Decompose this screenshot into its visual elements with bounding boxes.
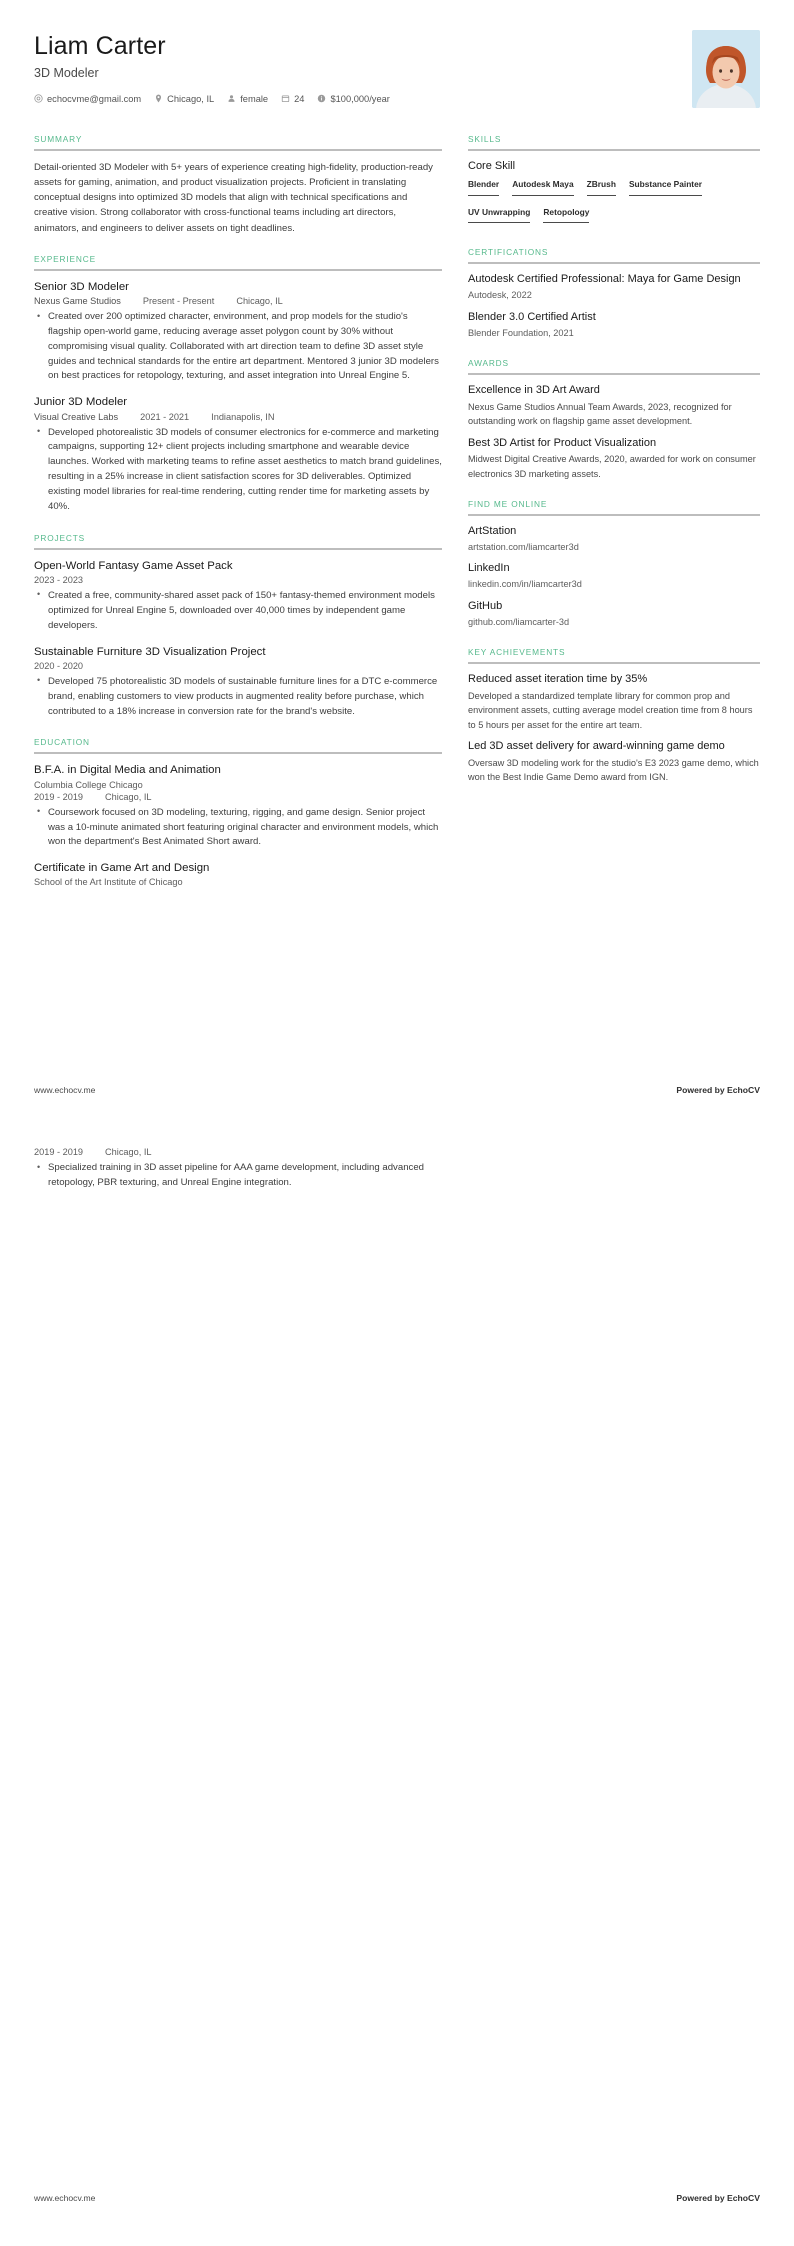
award-entry xyxy=(468,384,760,428)
skill-tag: Substance Painter xyxy=(629,178,702,196)
section-summary xyxy=(34,134,442,236)
education-entry xyxy=(34,861,442,887)
contact-location-value: Chicago, IL xyxy=(167,93,215,104)
skill-tag: UV Unwrapping xyxy=(468,206,530,224)
entry-description: Developed a standardized template library for common prop and environment assets, cutting average model creation time from 8 hours to 5 hours per asset for the entire art team. xyxy=(468,691,753,730)
entry-dates: 2021 - 2021 xyxy=(140,411,190,422)
entry-bullets xyxy=(34,1161,442,1191)
experience-entry xyxy=(34,280,442,385)
left-column xyxy=(34,134,442,905)
entry-location: Chicago, IL xyxy=(105,791,152,802)
section-skills xyxy=(468,134,760,229)
left-column-page2 xyxy=(34,1147,442,1193)
entry-dates: 2019 - 2019 xyxy=(34,1147,84,1157)
email-icon xyxy=(34,94,43,103)
page-2-footer xyxy=(34,2193,760,2203)
entry-title: GitHub xyxy=(468,599,503,612)
contact-salary xyxy=(317,94,389,104)
entry-school: School of the Art Institute of Chicago xyxy=(34,877,183,888)
entry-title: Sustainable Furniture 3D Visualization Project xyxy=(34,645,266,658)
project-entry xyxy=(34,559,442,634)
entry-title: Autodesk Certified Professional: Maya for Game Design xyxy=(468,273,741,286)
footer-powered-label: Powered by xyxy=(676,1085,728,1095)
certification-entry xyxy=(468,311,760,341)
section-divider xyxy=(468,262,760,264)
entry-title: Excellence in 3D Art Award xyxy=(468,384,600,397)
footer-brand-name: EchoCV xyxy=(727,2193,760,2203)
entry-title: Reduced asset iteration time by 35% xyxy=(468,673,648,686)
section-title-online: FIND ME ONLINE xyxy=(468,498,548,509)
skill-tag: Autodesk Maya xyxy=(512,178,573,196)
achievement-entry xyxy=(468,673,760,732)
section-divider xyxy=(34,752,442,754)
skill-group-label: Core Skill xyxy=(468,160,516,172)
job-role: 3D Modeler xyxy=(34,65,99,80)
resume-page-2 xyxy=(0,1123,794,2246)
section-divider xyxy=(34,149,442,151)
section-education xyxy=(34,737,442,887)
info-icon xyxy=(317,94,326,103)
section-title-certifications: CERTIFICATIONS xyxy=(468,247,549,258)
body-columns-page2 xyxy=(34,1147,760,1193)
section-title-awards: AWARDS xyxy=(468,358,509,369)
entry-title: LinkedIn xyxy=(468,562,510,575)
education-entry xyxy=(34,763,442,850)
entry-url[interactable]: artstation.com/liamcarter3d xyxy=(468,541,579,552)
section-divider xyxy=(34,548,442,550)
avatar xyxy=(692,30,760,108)
entry-title: Led 3D asset delivery for award-winning game demo xyxy=(468,739,725,752)
contact-location xyxy=(154,94,214,104)
skill-tag: Blender xyxy=(468,178,499,196)
header-left xyxy=(34,30,692,104)
contact-gender-value: female xyxy=(240,93,269,104)
calendar-icon xyxy=(281,94,290,103)
experience-entry xyxy=(34,395,442,514)
section-divider xyxy=(34,269,442,271)
page-title: Liam Carter xyxy=(34,32,166,60)
section-projects xyxy=(34,533,442,720)
entry-description: Oversaw 3D modeling work for the studio's E3 2023 game demo, which won the Best Indie Game Demo award from IGN. xyxy=(468,757,759,782)
entry-org: Nexus Game Studios xyxy=(34,296,121,307)
entry-title: Open-World Fantasy Game Asset Pack xyxy=(34,559,233,572)
footer-site[interactable]: www.echocv.me xyxy=(34,1085,96,1095)
summary-text: Detail-oriented 3D Modeler with 5+ years of experience creating high-fidelity, production-ready assets for gaming, animation, and product visualization projects. Proficient in translating conceptual designs into optimized 3D models that align with technical specifications and creative vision. Strong collaborator with cross-functional teams including art directors, animators, and engineers to deliver assets on tight deadlines. xyxy=(34,162,433,234)
section-divider xyxy=(468,662,760,664)
skill-tag: ZBrush xyxy=(587,178,616,196)
footer-site[interactable]: www.echocv.me xyxy=(34,2193,96,2203)
entry-title: ArtStation xyxy=(468,524,517,537)
footer-brand xyxy=(676,1085,760,1095)
education-entry-continued xyxy=(34,1147,442,1191)
entry-title: Junior 3D Modeler xyxy=(34,396,128,409)
entry-url[interactable]: github.com/liamcarter-3d xyxy=(468,616,570,627)
list-item: • Specialized training in 3D asset pipeline for AAA game development, including advanced retopology, PBR texturing, and Unreal Engine integration. xyxy=(46,1161,442,1191)
entry-location: Indianapolis, IN xyxy=(211,411,275,422)
section-title-summary: SUMMARY xyxy=(34,134,83,144)
entry-meta xyxy=(34,412,442,422)
resume-header xyxy=(34,30,760,108)
entry-bullets xyxy=(34,589,442,634)
online-profile-artstation[interactable] xyxy=(468,525,760,555)
list-item: • Developed 75 photorealistic 3D models of sustainable furniture lines for a DTC e-commerce brand, enabling customers to view products in augmented reality before purchase, which contributed to a 18% increase in conversion rate for the brand's website. xyxy=(46,675,442,720)
contact-age xyxy=(281,94,304,104)
section-find-me-online xyxy=(468,499,760,630)
section-title-skills: SKILLS xyxy=(468,134,502,144)
section-awards xyxy=(468,358,760,481)
contact-email xyxy=(34,94,141,104)
contact-email-value: echocvme@gmail.com xyxy=(47,93,142,104)
footer xyxy=(34,1085,760,1095)
page-1-footer xyxy=(34,1085,760,1095)
skill-tag: Retopology xyxy=(543,206,589,224)
list-item: • Created over 200 optimized character, environment, and prop models for the studio's flagship open-world game, reducing average asset polygon count by 30% without compromising visual quality. Collaborated with art direction team to define 3D asset style guides and technical standards for the entire art department. Mentored 3 junior 3D modelers on best practices for retopology, texturing, and asset integration into Unreal Engine 5. xyxy=(46,310,442,384)
contact-salary-value: $100,000/year xyxy=(330,93,390,104)
entry-org: Visual Creative Labs xyxy=(34,411,119,422)
footer-brand-name: EchoCV xyxy=(727,1085,760,1095)
section-experience xyxy=(34,254,442,515)
location-pin-icon xyxy=(154,94,163,103)
entry-meta xyxy=(34,1147,442,1157)
contact-row xyxy=(34,94,692,104)
entry-title: Best 3D Artist for Product Visualization xyxy=(468,436,657,449)
entry-dates: 2020 - 2020 xyxy=(34,660,84,671)
entry-description: Midwest Digital Creative Awards, 2020, awarded for work on consumer electronics 3D marketing assets. xyxy=(468,454,756,479)
online-profile-linkedin[interactable] xyxy=(468,562,760,592)
award-entry xyxy=(468,437,760,481)
entry-bullets xyxy=(34,675,442,720)
entry-title: Senior 3D Modeler xyxy=(34,280,129,293)
section-divider xyxy=(468,149,760,151)
contact-age-value: 24 xyxy=(294,93,305,104)
footer-brand xyxy=(676,2193,760,2203)
entry-meta xyxy=(34,296,442,306)
entry-title: B.F.A. in Digital Media and Animation xyxy=(34,764,221,777)
project-entry xyxy=(34,645,442,720)
entry-description: Nexus Game Studios Annual Team Awards, 2023, recognized for outstanding work on flagship game asset development. xyxy=(468,402,732,427)
footer xyxy=(34,2193,760,2203)
entry-dates: 2019 - 2019 xyxy=(34,791,84,802)
entry-url[interactable]: linkedin.com/in/liamcarter3d xyxy=(468,579,582,590)
body-columns xyxy=(34,134,760,905)
section-certifications xyxy=(468,247,760,340)
online-profile-github[interactable] xyxy=(468,600,760,630)
certification-entry xyxy=(468,273,760,303)
list-item: • Coursework focused on 3D modeling, texturing, rigging, and game design. Senior project was a 10-minute animated short featuring original character and environment models, which won the department's Best Animated Short award. xyxy=(46,806,442,851)
entry-school: Columbia College Chicago xyxy=(34,779,143,790)
skill-tag-list xyxy=(468,178,760,229)
contact-gender xyxy=(227,94,268,104)
section-divider xyxy=(468,373,760,375)
section-key-achievements xyxy=(468,647,760,784)
section-title-achievements: KEY ACHIEVEMENTS xyxy=(468,647,566,658)
entry-title: Blender 3.0 Certified Artist xyxy=(468,310,596,323)
entry-title: Certificate in Game Art and Design xyxy=(34,862,210,875)
profile-photo-illustration xyxy=(692,30,760,108)
footer-powered-label: Powered by xyxy=(676,2193,728,2203)
entry-location: Chicago, IL xyxy=(105,1147,152,1157)
entry-bullets xyxy=(34,426,442,515)
section-title-education: EDUCATION xyxy=(34,737,90,748)
entry-sub: Blender Foundation, 2021 xyxy=(468,327,574,338)
entry-dates: Present - Present xyxy=(142,296,215,307)
achievement-entry xyxy=(468,740,760,784)
section-title-experience: EXPERIENCE xyxy=(34,253,96,264)
right-column xyxy=(468,134,760,802)
list-item: • Created a free, community-shared asset pack of 150+ fantasy-themed environment models optimized for Unreal Engine 5, downloaded over 40,000 times by independent game developers. xyxy=(46,589,442,634)
entry-bullets xyxy=(34,806,442,851)
section-title-projects: PROJECTS xyxy=(34,532,86,543)
entry-sub: Autodesk, 2022 xyxy=(468,289,532,300)
entry-location: Chicago, IL xyxy=(236,296,283,307)
entry-dates: 2023 - 2023 xyxy=(34,574,84,585)
entry-bullets xyxy=(34,310,442,384)
entry-meta xyxy=(34,792,442,802)
list-item: • Developed photorealistic 3D models of consumer electronics for e-commerce and marketing campaigns, supporting 12+ client projects including smartphone and wearable device launches. Worked with marketing teams to refine asset aesthetics to match brand guidelines, resulting in a 25% increase in client satisfaction scores for 3D deliverables. Optimized existing model libraries for real-time rendering, cutting render time for marketing assets by 40%. xyxy=(46,426,442,515)
person-icon xyxy=(227,94,236,103)
section-divider xyxy=(468,514,760,516)
